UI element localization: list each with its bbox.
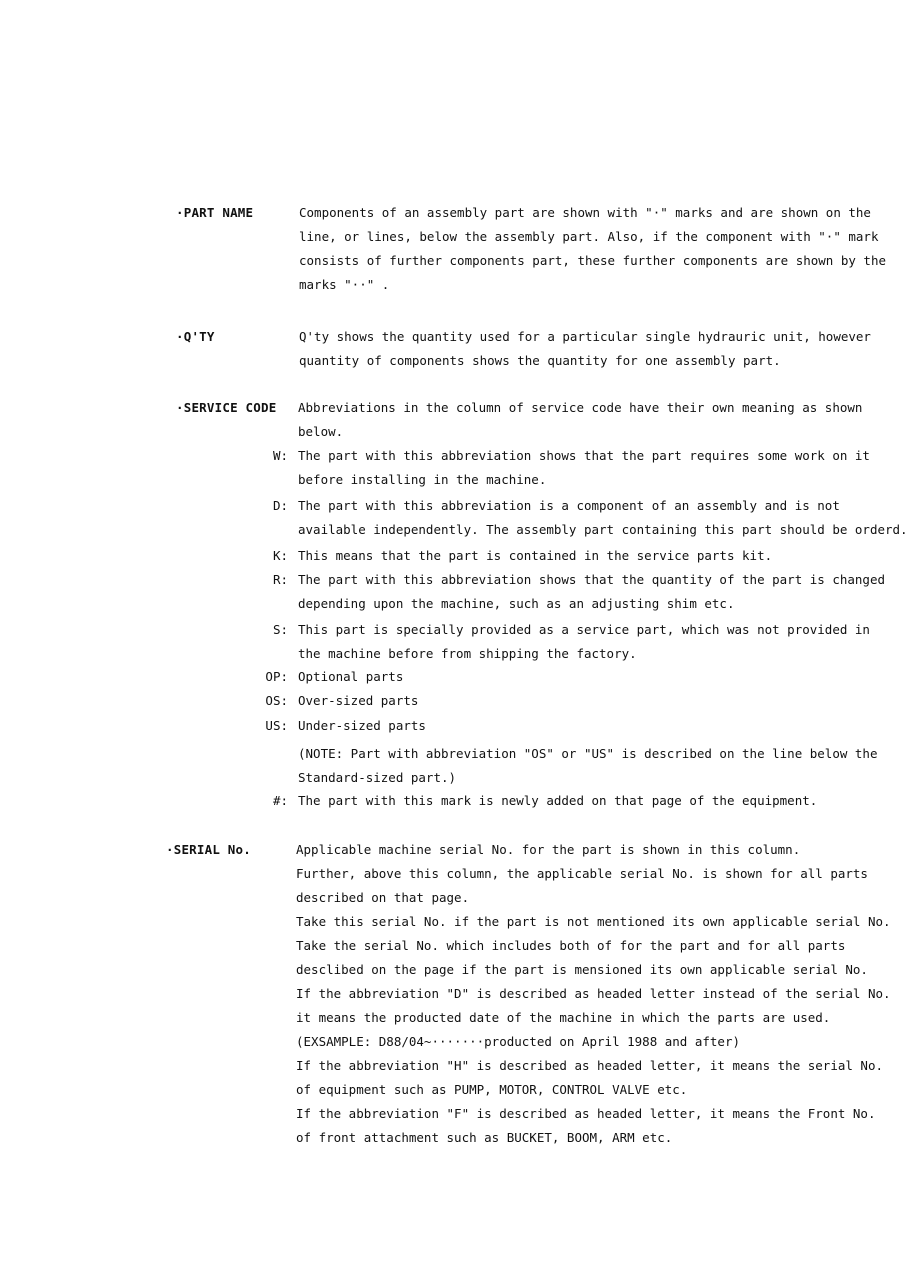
text-line: marks "··" . (299, 277, 390, 292)
code-description (298, 714, 877, 790)
code-key: US: (265, 718, 288, 733)
text-line: Components of an assembly part are shown with "·" marks and are shown on the (299, 205, 871, 220)
text-line: Further, above this column, the applicable serial No. is shown for all parts (296, 866, 868, 881)
text-line: The part with this abbreviation shows that the quantity of the part is changed (298, 572, 885, 587)
text-line: If the abbreviation "F" is described as headed letter, it means the Front No. (296, 1106, 876, 1121)
text-line: depending upon the machine, such as an adjusting shim etc. (298, 596, 735, 611)
text-line: described on that page. (296, 890, 470, 905)
code-description (298, 494, 908, 542)
text-line: Abbreviations in the column of service code have their own meaning as shown (298, 400, 863, 415)
code-key: K: (272, 548, 288, 563)
code-description (298, 444, 870, 492)
text-line: This part is specially provided as a service part, which was not provided in (298, 622, 870, 637)
qty-description (299, 325, 871, 373)
text-line: (EXSAMPLE: D88/04~·······producted on April 1988 and after) (296, 1034, 741, 1049)
text-line: Standard-sized part.) (298, 770, 457, 785)
term-part-name: ·PART NAME (176, 205, 254, 220)
text-line: Take this serial No. if the part is not mentioned its own applicable serial No. (296, 914, 891, 929)
text-line: Over-sized parts (298, 693, 419, 708)
code-description (298, 568, 885, 616)
text-line: available independently. The assembly part containing this part should be orderd. (298, 522, 908, 537)
serial-no-description (296, 838, 891, 1150)
code-key: S: (272, 622, 288, 637)
text-line: consists of further components part, these further components are shown by the (299, 253, 886, 268)
text-line: of equipment such as PUMP, MOTOR, CONTROL VALVE etc. (296, 1082, 688, 1097)
code-key: R: (272, 572, 288, 587)
part-name-description (299, 201, 886, 297)
term-serial-no: ·SERIAL No. (166, 842, 251, 857)
code-description (298, 689, 418, 713)
term-service-code: ·SERVICE CODE (176, 400, 277, 415)
text-line: of front attachment such as BUCKET, BOOM, ARM etc. (296, 1130, 673, 1145)
text-line: before installing in the machine. (298, 472, 547, 487)
code-key: OP: (265, 669, 288, 684)
text-line: quantity of components shows the quantity for one assembly part. (299, 353, 781, 368)
text-line: Optional parts (298, 669, 404, 684)
text-line: (NOTE: Part with abbreviation "OS" or "US" is described on the line below the (298, 746, 878, 761)
text-line: Q'ty shows the quantity used for a particular single hydrauric unit, however (299, 329, 871, 344)
text-line: below. (298, 424, 344, 439)
text-line: it means the producted date of the machine in which the parts are used. (296, 1010, 831, 1025)
code-key: W: (272, 448, 288, 463)
code-description (298, 544, 772, 568)
text-line: Under-sized parts (298, 718, 426, 733)
code-key: D: (272, 498, 288, 513)
term-qty: ·Q'TY (176, 329, 215, 344)
text-line: This means that the part is contained in the service parts kit. (298, 548, 773, 563)
text-line: Applicable machine serial No. for the part is shown in this column. (296, 842, 801, 857)
code-key: #: (272, 793, 288, 808)
text-line: If the abbreviation "H" is described as headed letter, it means the serial No. (296, 1058, 883, 1073)
code-key: OS: (265, 693, 288, 708)
code-description (298, 789, 817, 813)
text-line: desclibed on the page if the part is mensioned its own applicable serial No. (296, 962, 868, 977)
text-line: The part with this abbreviation shows that the part requires some work on it (298, 448, 870, 463)
text-line: The part with this abbreviation is a component of an assembly and is not (298, 498, 840, 513)
text-line: line, or lines, below the assembly part. Also, if the component with "·" mark (299, 229, 879, 244)
code-description (298, 665, 403, 689)
code-description (298, 618, 870, 666)
text-line: If the abbreviation "D" is described as headed letter instead of the serial No. (296, 986, 891, 1001)
service-code-intro (298, 396, 862, 444)
text-line: The part with this mark is newly added on that page of the equipment. (298, 793, 818, 808)
text-line: the machine before from shipping the factory. (298, 646, 637, 661)
text-line: Take the serial No. which includes both of for the part and for all parts (296, 938, 846, 953)
